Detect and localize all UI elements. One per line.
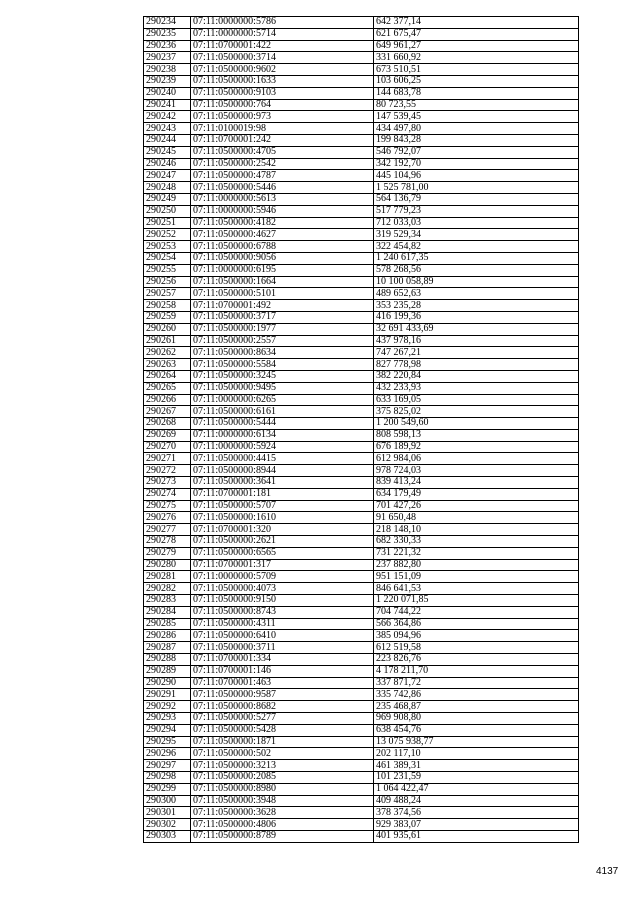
row-number-cell: 290261 [144,335,191,347]
table-row [144,394,579,406]
cadastral-number-cell: 07:11:0500000:2557 [191,335,374,347]
table-row [144,713,579,725]
row-number-cell: 290285 [144,618,191,630]
row-number-cell: 290289 [144,665,191,677]
cadastral-number-cell: 07:11:0700001:146 [191,665,374,677]
value-cell: 649 961,27 [374,40,579,52]
cadastral-number-cell: 07:11:0500000:9495 [191,382,374,394]
cadastral-number-cell: 07:11:0700001:463 [191,677,374,689]
value-cell: 322 454,82 [374,241,579,253]
table-row [144,64,579,76]
row-number-cell: 290264 [144,370,191,382]
table-row [144,75,579,87]
table-row [144,795,579,807]
value-cell: 353 235,28 [374,300,579,312]
row-number-cell: 290278 [144,536,191,548]
cadastral-number-cell: 07:11:0000000:5714 [191,28,374,40]
row-number-cell: 290280 [144,559,191,571]
row-number-cell: 290288 [144,654,191,666]
value-cell: 375 825,02 [374,406,579,418]
cadastral-number-cell: 07:11:0500000:5584 [191,359,374,371]
cadastral-number-cell: 07:11:0500000:8682 [191,701,374,713]
row-number-cell: 290279 [144,547,191,559]
value-cell: 378 374,56 [374,807,579,819]
row-number-cell: 290293 [144,713,191,725]
row-number-cell: 290266 [144,394,191,406]
value-cell: 676 189,92 [374,441,579,453]
table-row [144,205,579,217]
table-row [144,736,579,748]
table-row [144,40,579,52]
value-cell: 32 691 433,69 [374,323,579,335]
table-row [144,701,579,713]
table-row [144,134,579,146]
table-row [144,453,579,465]
cadastral-number-cell: 07:11:0500000:8789 [191,830,374,842]
value-cell: 634 179,49 [374,488,579,500]
value-cell: 331 660,92 [374,52,579,64]
value-cell: 319 529,34 [374,229,579,241]
row-number-cell: 290238 [144,64,191,76]
table-row [144,819,579,831]
value-cell: 13 075 938,77 [374,736,579,748]
cadastral-number-cell: 07:11:0000000:5709 [191,571,374,583]
table-row [144,370,579,382]
cadastral-number-cell: 07:11:0500000:9103 [191,87,374,99]
value-cell: 633 169,05 [374,394,579,406]
table-row [144,146,579,158]
row-number-cell: 290235 [144,28,191,40]
row-number-cell: 290282 [144,583,191,595]
value-cell: 1 200 549,60 [374,418,579,430]
row-number-cell: 290254 [144,252,191,264]
table-row [144,595,579,607]
row-number-cell: 290255 [144,264,191,276]
cadastral-number-cell: 07:11:0500000:973 [191,111,374,123]
table-row [144,536,579,548]
value-cell: 1 525 781,00 [374,182,579,194]
row-number-cell: 290303 [144,830,191,842]
table-row [144,87,579,99]
table-row [144,252,579,264]
value-cell: 929 383,07 [374,819,579,831]
table-row [144,347,579,359]
value-cell: 1 220 071,85 [374,595,579,607]
value-cell: 701 427,26 [374,500,579,512]
table-row [144,17,579,29]
row-number-cell: 290269 [144,429,191,441]
row-number-cell: 290262 [144,347,191,359]
value-cell: 432 233,93 [374,382,579,394]
table-row [144,406,579,418]
cadastral-number-cell: 07:11:0500000:3213 [191,760,374,772]
row-number-cell: 290270 [144,441,191,453]
row-number-cell: 290248 [144,182,191,194]
row-number-cell: 290275 [144,500,191,512]
table-row [144,618,579,630]
row-number-cell: 290260 [144,323,191,335]
row-number-cell: 290284 [144,606,191,618]
row-number-cell: 290287 [144,642,191,654]
value-cell: 147 539,45 [374,111,579,123]
value-cell: 401 935,61 [374,830,579,842]
table-row [144,264,579,276]
cadastral-number-cell: 07:11:0500000:6161 [191,406,374,418]
cadastral-number-cell: 07:11:0500000:4705 [191,146,374,158]
cadastral-number-cell: 07:11:0500000:4787 [191,170,374,182]
cadastral-number-cell: 07:11:0500000:5444 [191,418,374,430]
value-cell: 564 136,79 [374,193,579,205]
value-cell: 218 148,10 [374,524,579,536]
row-number-cell: 290247 [144,170,191,182]
table-row [144,288,579,300]
value-cell: 517 779,23 [374,205,579,217]
cadastral-number-cell: 07:11:0500000:1977 [191,323,374,335]
page-number: 4137 [596,866,619,877]
cadastral-number-cell: 07:11:0500000:4806 [191,819,374,831]
cadastral-number-cell: 07:11:0500000:1610 [191,512,374,524]
table-row [144,418,579,430]
table-row [144,830,579,842]
value-cell: 489 652,63 [374,288,579,300]
row-number-cell: 290295 [144,736,191,748]
cadastral-number-cell: 07:11:0500000:4415 [191,453,374,465]
value-cell: 638 454,76 [374,724,579,736]
cadastral-number-cell: 07:11:0000000:5924 [191,441,374,453]
row-number-cell: 290234 [144,17,191,29]
row-number-cell: 290252 [144,229,191,241]
table-row [144,583,579,595]
row-number-cell: 290249 [144,193,191,205]
row-number-cell: 290265 [144,382,191,394]
row-number-cell: 290240 [144,87,191,99]
table-row [144,807,579,819]
value-cell: 808 598,13 [374,429,579,441]
value-cell: 578 268,56 [374,264,579,276]
row-number-cell: 290302 [144,819,191,831]
value-cell: 978 724,03 [374,465,579,477]
row-number-cell: 290267 [144,406,191,418]
cadastral-number-cell: 07:11:0700001:334 [191,654,374,666]
table-row [144,241,579,253]
table-row [144,359,579,371]
value-cell: 223 826,76 [374,654,579,666]
row-number-cell: 290272 [144,465,191,477]
value-cell: 382 220,84 [374,370,579,382]
value-cell: 337 871,72 [374,677,579,689]
cadastral-number-cell: 07:11:0700001:181 [191,488,374,500]
value-cell: 101 231,59 [374,772,579,784]
cadastral-number-cell: 07:11:0700001:242 [191,134,374,146]
value-cell: 434 497,80 [374,123,579,135]
row-number-cell: 290244 [144,134,191,146]
cadastral-number-cell: 07:11:0500000:9056 [191,252,374,264]
cadastral-number-cell: 07:11:0500000:6788 [191,241,374,253]
table-row [144,512,579,524]
data-table [143,16,579,843]
value-cell: 827 778,98 [374,359,579,371]
value-cell: 546 792,07 [374,146,579,158]
value-cell: 846 641,53 [374,583,579,595]
table-row [144,229,579,241]
value-cell: 235 468,87 [374,701,579,713]
cadastral-number-cell: 07:11:0500000:4311 [191,618,374,630]
table-row [144,28,579,40]
row-number-cell: 290245 [144,146,191,158]
row-number-cell: 290241 [144,99,191,111]
row-number-cell: 290294 [144,724,191,736]
cadastral-number-cell: 07:11:0700001:320 [191,524,374,536]
table-row [144,654,579,666]
table-row [144,99,579,111]
value-cell: 642 377,14 [374,17,579,29]
cadastral-number-cell: 07:11:0500000:5101 [191,288,374,300]
table-row [144,748,579,760]
row-number-cell: 290253 [144,241,191,253]
cadastral-number-cell: 07:11:0500000:4073 [191,583,374,595]
table-row [144,382,579,394]
cadastral-number-cell: 07:11:0500000:3717 [191,311,374,323]
value-cell: 103 606,25 [374,75,579,87]
cadastral-number-cell: 07:11:0500000:5707 [191,500,374,512]
value-cell: 1 240 617,35 [374,252,579,264]
table-row [144,323,579,335]
cadastral-number-cell: 07:11:0500000:4627 [191,229,374,241]
row-number-cell: 290292 [144,701,191,713]
cadastral-number-cell: 07:11:0500000:1633 [191,75,374,87]
row-number-cell: 290243 [144,123,191,135]
value-cell: 335 742,86 [374,689,579,701]
value-cell: 10 100 058,89 [374,276,579,288]
row-number-cell: 290291 [144,689,191,701]
cadastral-number-cell: 07:11:0500000:6565 [191,547,374,559]
row-number-cell: 290242 [144,111,191,123]
cadastral-number-cell: 07:11:0700001:422 [191,40,374,52]
value-cell: 202 117,10 [374,748,579,760]
cadastral-number-cell: 07:11:0500000:8980 [191,783,374,795]
value-cell: 199 843,28 [374,134,579,146]
value-cell: 385 094,96 [374,630,579,642]
cadastral-number-cell: 07:11:0100019:98 [191,123,374,135]
table-row [144,571,579,583]
cadastral-number-cell: 07:11:0500000:5277 [191,713,374,725]
table-row [144,642,579,654]
cadastral-number-cell: 07:11:0500000:4182 [191,217,374,229]
cadastral-number-cell: 07:11:0500000:3714 [191,52,374,64]
row-number-cell: 290257 [144,288,191,300]
table-row [144,724,579,736]
cadastral-number-cell: 07:11:0500000:1664 [191,276,374,288]
value-cell: 682 330,33 [374,536,579,548]
row-number-cell: 290297 [144,760,191,772]
row-number-cell: 290283 [144,595,191,607]
cadastral-number-cell: 07:11:0500000:9602 [191,64,374,76]
cadastral-number-cell: 07:11:0500000:3628 [191,807,374,819]
table-row [144,783,579,795]
table-row [144,429,579,441]
row-number-cell: 290263 [144,359,191,371]
table-row [144,630,579,642]
value-cell: 612 519,58 [374,642,579,654]
cadastral-number-cell: 07:11:0000000:5613 [191,193,374,205]
value-cell: 839 413,24 [374,477,579,489]
cadastral-number-cell: 07:11:0700001:492 [191,300,374,312]
row-number-cell: 290290 [144,677,191,689]
value-cell: 342 192,70 [374,158,579,170]
row-number-cell: 290256 [144,276,191,288]
value-cell: 80 723,55 [374,99,579,111]
table-row [144,158,579,170]
table-row [144,465,579,477]
cadastral-number-cell: 07:11:0500000:3641 [191,477,374,489]
cadastral-number-cell: 07:11:0500000:6410 [191,630,374,642]
value-cell: 409 488,24 [374,795,579,807]
cadastral-number-cell: 07:11:0500000:9150 [191,595,374,607]
row-number-cell: 290281 [144,571,191,583]
cadastral-number-cell: 07:11:0500000:9587 [191,689,374,701]
table-row [144,547,579,559]
row-number-cell: 290276 [144,512,191,524]
row-number-cell: 290298 [144,772,191,784]
row-number-cell: 290277 [144,524,191,536]
table-row [144,276,579,288]
row-number-cell: 290258 [144,300,191,312]
table-row [144,217,579,229]
cadastral-number-cell: 07:11:0500000:3711 [191,642,374,654]
table-row [144,665,579,677]
value-cell: 445 104,96 [374,170,579,182]
cadastral-number-cell: 07:11:0500000:2542 [191,158,374,170]
table-row [144,123,579,135]
table-row [144,170,579,182]
row-number-cell: 290236 [144,40,191,52]
table-body [144,17,579,843]
value-cell: 461 389,31 [374,760,579,772]
table-row [144,182,579,194]
row-number-cell: 290271 [144,453,191,465]
table-row [144,311,579,323]
value-cell: 566 364,86 [374,618,579,630]
cadastral-number-cell: 07:11:0700001:317 [191,559,374,571]
row-number-cell: 290300 [144,795,191,807]
cadastral-number-cell: 07:11:0500000:3245 [191,370,374,382]
value-cell: 437 978,16 [374,335,579,347]
table-row [144,488,579,500]
cadastral-number-cell: 07:11:0500000:2085 [191,772,374,784]
table-row [144,335,579,347]
value-cell: 91 650,48 [374,512,579,524]
value-cell: 612 984,06 [374,453,579,465]
cadastral-number-cell: 07:11:0500000:5446 [191,182,374,194]
row-number-cell: 290251 [144,217,191,229]
table-row [144,689,579,701]
value-cell: 237 882,80 [374,559,579,571]
table-row [144,772,579,784]
value-cell: 747 267,21 [374,347,579,359]
row-number-cell: 290273 [144,477,191,489]
row-number-cell: 290274 [144,488,191,500]
value-cell: 969 908,80 [374,713,579,725]
table-row [144,760,579,772]
cadastral-number-cell: 07:11:0500000:502 [191,748,374,760]
row-number-cell: 290299 [144,783,191,795]
value-cell: 416 199,36 [374,311,579,323]
table-row [144,606,579,618]
row-number-cell: 290286 [144,630,191,642]
cadastral-number-cell: 07:11:0500000:764 [191,99,374,111]
cadastral-number-cell: 07:11:0500000:5428 [191,724,374,736]
cadastral-number-cell: 07:11:0500000:2621 [191,536,374,548]
cadastral-number-cell: 07:11:0500000:8743 [191,606,374,618]
row-number-cell: 290250 [144,205,191,217]
value-cell: 621 675,47 [374,28,579,40]
value-cell: 951 151,09 [374,571,579,583]
row-number-cell: 290259 [144,311,191,323]
table-row [144,524,579,536]
table-row [144,111,579,123]
value-cell: 673 510,51 [374,64,579,76]
value-cell: 4 178 211,70 [374,665,579,677]
row-number-cell: 290296 [144,748,191,760]
row-number-cell: 290239 [144,75,191,87]
value-cell: 712 033,03 [374,217,579,229]
cadastral-number-cell: 07:11:0000000:6195 [191,264,374,276]
table-row [144,52,579,64]
table-row [144,300,579,312]
cadastral-number-cell: 07:11:0500000:1871 [191,736,374,748]
cadastral-number-cell: 07:11:0500000:8634 [191,347,374,359]
table-row [144,677,579,689]
row-number-cell: 290246 [144,158,191,170]
cadastral-number-cell: 07:11:0000000:5786 [191,17,374,29]
value-cell: 731 221,32 [374,547,579,559]
table-row [144,500,579,512]
table-row [144,441,579,453]
table-row [144,477,579,489]
value-cell: 144 683,78 [374,87,579,99]
table-row [144,559,579,571]
cadastral-number-cell: 07:11:0000000:5946 [191,205,374,217]
value-cell: 1 064 422,47 [374,783,579,795]
cadastral-number-cell: 07:11:0500000:8944 [191,465,374,477]
row-number-cell: 290237 [144,52,191,64]
row-number-cell: 290268 [144,418,191,430]
value-cell: 704 744,22 [374,606,579,618]
cadastral-number-cell: 07:11:0500000:3948 [191,795,374,807]
table-row [144,193,579,205]
cadastral-number-cell: 07:11:0000000:6134 [191,429,374,441]
cadastral-number-cell: 07:11:0000000:6265 [191,394,374,406]
row-number-cell: 290301 [144,807,191,819]
